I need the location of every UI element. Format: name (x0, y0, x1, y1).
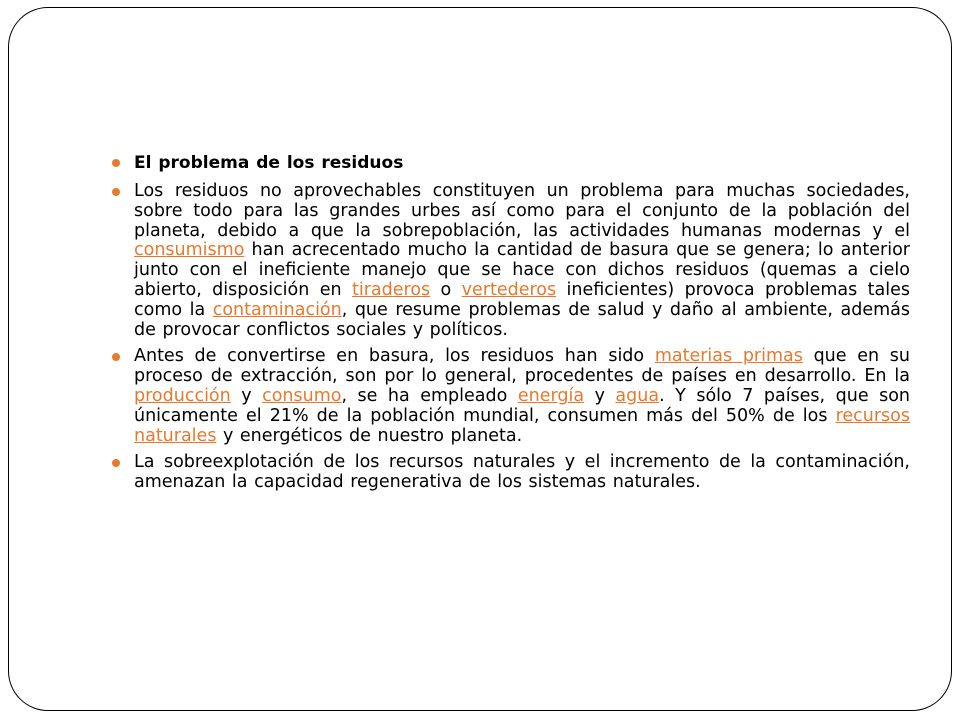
bullet-dot-icon (112, 459, 120, 467)
paragraph-text (134, 346, 910, 445)
link-materias-primas[interactable]: materias primas (654, 346, 803, 367)
paragraph-text-segment: Antes de convertirse en basura, los residuos han sido (134, 346, 655, 367)
link-energía[interactable]: energía (517, 385, 585, 406)
link-recursos-naturales[interactable]: recursos naturales (134, 405, 910, 446)
paragraph-text-segment: y (584, 385, 616, 406)
link-consumo[interactable]: consumo (262, 385, 342, 406)
link-tiraderos[interactable]: tiraderos (352, 279, 431, 300)
paragraph-text-segment: o (430, 279, 462, 300)
link-producción[interactable]: producción (134, 385, 231, 406)
slide-content (110, 152, 910, 500)
link-consumismo[interactable]: consumismo (134, 240, 245, 261)
paragraph-text-segment: , que resume problemas de salud y daño al ambiente, además de provocar conflictos sociales y políticos. (134, 299, 910, 340)
link-contaminación[interactable]: contaminación (212, 299, 342, 320)
paragraph-text-segment: . Y sólo 7 países, que son únicamente el 21% de la población mundial, consumen más del 50% de los (134, 385, 910, 426)
link-vertederos[interactable]: vertederos (461, 279, 557, 300)
bullet-list (110, 152, 910, 493)
heading-bullet (110, 152, 910, 174)
paragraph-text-segment: que en su proceso de extracción, son por lo general, procedentes de países en desarrollo. En la (134, 346, 910, 387)
slide-heading: El problema de los residuos (134, 153, 404, 173)
paragraph-text-segment: y energéticos de nuestro planeta. (216, 425, 523, 446)
bullet-dot-icon (112, 353, 120, 361)
paragraph-text-segment: Los residuos no aprovechables constituyen un problema para muchas sociedades, sobre todo para las grandes urbes así como para el conjunto de la población del planeta, debido a que la sobrepoblación, las actividades humanas modernas y el (134, 181, 910, 241)
paragraph-text (134, 452, 910, 492)
paragraph-text-segment: La sobreexplotación de los recursos naturales y el incremento de la contaminación, amenazan la capacidad regenerativa de los sistemas naturales. (134, 452, 910, 493)
bullet-dot-icon (112, 159, 120, 167)
paragraph-text-segment: , se ha empleado (341, 385, 518, 406)
paragraph-text-segment: han acrecentado mucho la cantidad de basura que se genera; lo anterior junto con el ineficiente manejo que se hace con dichos residuos (quemas a cielo abierto, disposición en (134, 240, 910, 300)
paragraph-text-segment: ineficientes) provoca problemas tales como la (134, 279, 910, 320)
paragraph-bullet-1 (110, 182, 910, 340)
paragraph-text-segment: y (230, 385, 263, 406)
paragraph-bullet-3 (110, 453, 910, 493)
paragraph-text (134, 181, 910, 340)
link-agua[interactable]: agua (615, 385, 660, 406)
bullet-dot-icon (112, 188, 120, 196)
paragraph-bullet-2 (110, 347, 910, 446)
